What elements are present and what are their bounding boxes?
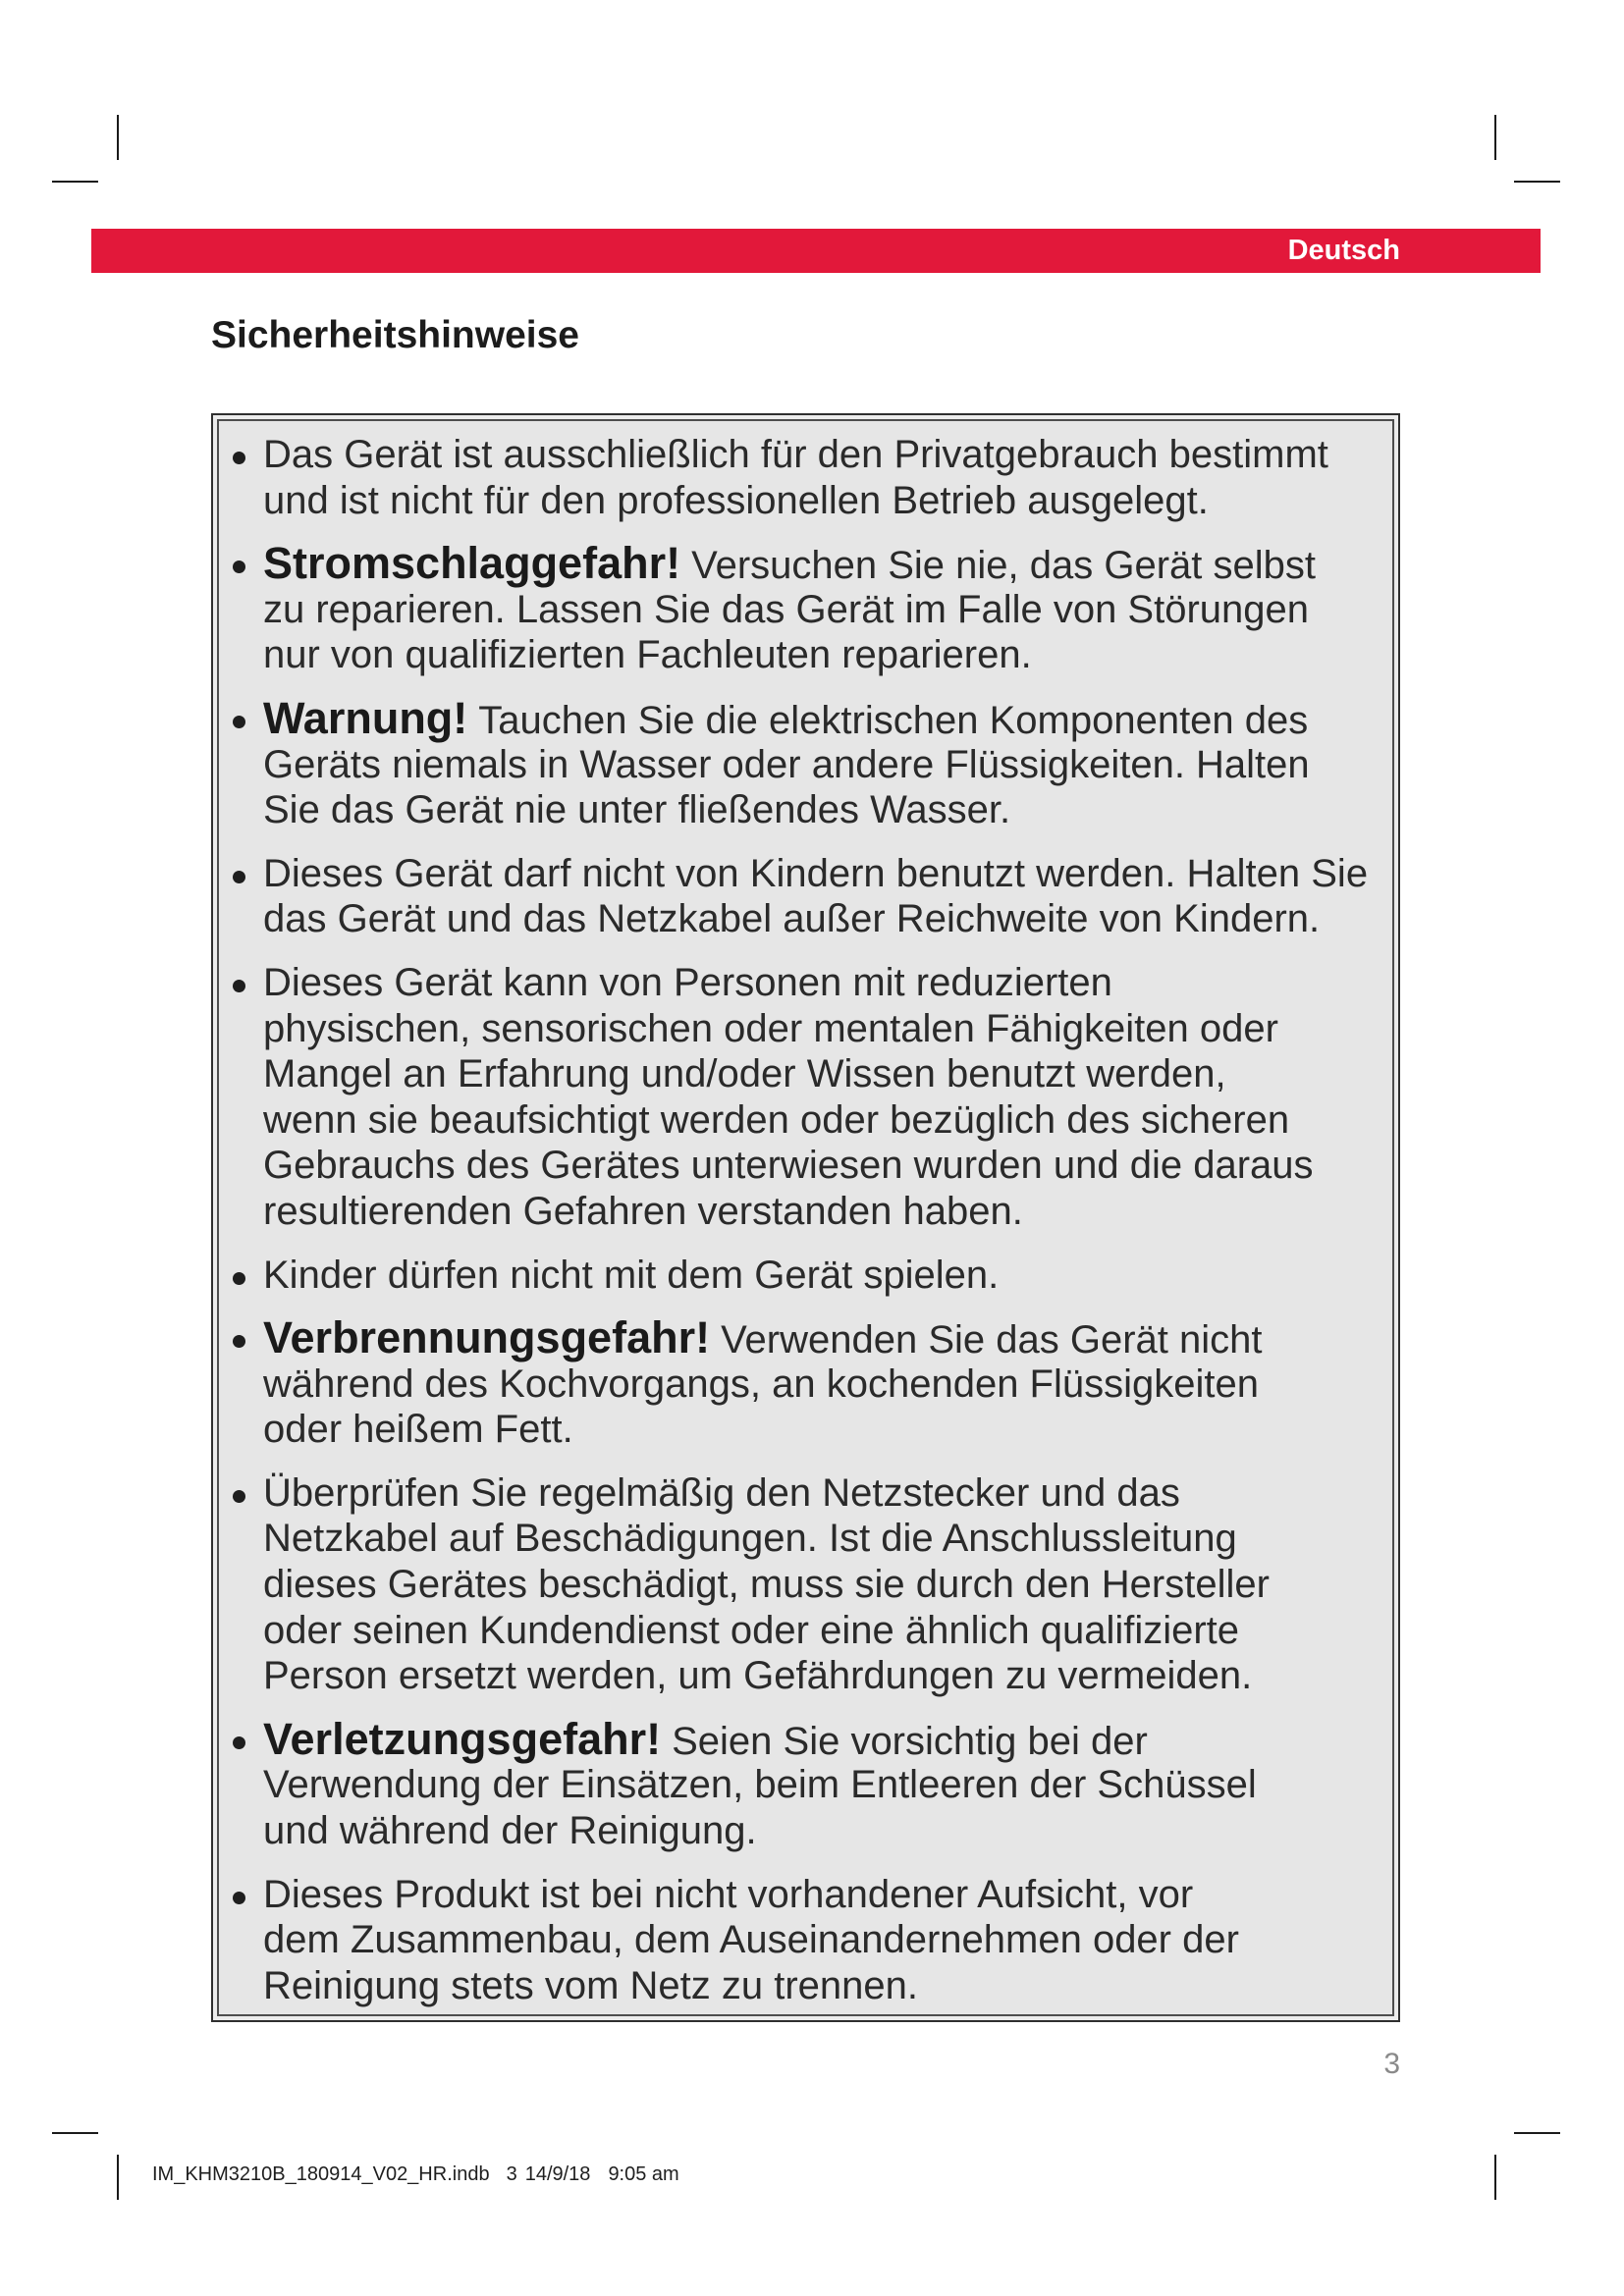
notice-line: Dieses Gerät darf nicht von Kindern benutzt werden. Halten Sie [263,851,1369,895]
notice-line: dem Zusammenbau, dem Auseinandernehmen oder der [263,1918,1239,1962]
notice-line: Dieses Gerät kann von Personen mit reduzierten [263,960,1112,1004]
bullet-icon [233,871,245,883]
safety-notice-item [219,1253,1392,1299]
notice-line [263,1312,1392,1363]
crop-mark-top-right-vertical [1494,115,1496,160]
notice-line [263,692,1392,743]
notice-line: Verwendung der Einsätzen, beim Entleeren der Schüssel [263,1763,1257,1807]
warning-label: Verbrennungsgefahr! [263,1312,711,1363]
warning-label: Warnung! [263,692,468,743]
safety-notice-item [219,692,1392,833]
language-bar [91,229,1541,273]
notice-line: Das Gerät ist ausschließlich für den Privatgebrauch bestimmt [263,433,1328,476]
safety-notice-item [219,960,1392,1235]
notice-line [263,1713,1392,1764]
crop-mark-bottom-right-horizontal [1514,2132,1560,2134]
notice-line: Person ersetzt werden, um Gefährdungen zu vermeiden. [263,1654,1253,1698]
crop-mark-top-left-horizontal [52,181,98,183]
notice-line [263,538,1392,589]
bullet-icon [233,561,245,573]
safety-notice-item [219,432,1392,523]
notice-line: während des Kochvorgangs, an kochenden Flüssigkeiten [263,1362,1259,1406]
notice-line: Dieses Produkt ist bei nicht vorhandener Aufsicht, vor [263,1872,1194,1916]
safety-notice-item [219,851,1392,942]
notice-line: nur von qualifizierten Fachleuten reparieren. [263,633,1032,677]
safety-notice-box [211,413,1400,2022]
bullet-icon [233,980,245,992]
crop-mark-bottom-right-vertical [1494,2155,1496,2200]
page-number: 3 [1383,2048,1400,2080]
notice-line: Sie das Gerät nie unter fließendes Wasser. [263,788,1011,832]
warning-label: Stromschlaggefahr! [263,538,681,589]
notice-text: Tauchen Sie die elektrischen Komponenten des [478,698,1309,742]
page-title: Sicherheitshinweise [211,314,579,356]
notice-line: Reinigung stets vom Netz zu trennen. [263,1963,919,2007]
notice-line: Gebrauchs des Gerätes unterwiesen wurden und die daraus [263,1144,1314,1188]
safety-notice-item [219,1312,1392,1453]
slug-date: 14/9/18 [524,2163,591,2185]
crop-mark-top-left-vertical [117,115,119,160]
notice-line: dieses Gerätes beschädigt, muss sie durch den Hersteller [263,1563,1270,1607]
notice-line: Netzkabel auf Beschädigungen. Ist die Anschlussleitung [263,1517,1237,1561]
notice-line: Mangel an Erfahrung und/oder Wissen benutzt werden, [263,1052,1226,1096]
bullet-icon [233,452,245,464]
warning-label: Verletzungsgefahr! [263,1713,662,1764]
notice-line: Kinder dürfen nicht mit dem Gerät spielen. [263,1253,1000,1297]
notice-line: physischen, sensorischen oder mentalen Fähigkeiten oder [263,1006,1278,1050]
slug-time: 9:05 am [608,2163,679,2185]
bullet-icon [233,1892,245,1904]
crop-mark-bottom-left-vertical [117,2155,119,2200]
safety-notice-item [219,1713,1392,1854]
safety-notice-item [219,1872,1392,2009]
crop-mark-bottom-left-horizontal [52,2132,98,2134]
notice-line: resultierenden Gefahren verstanden haben. [263,1189,1023,1233]
safety-notice-list [217,419,1394,2016]
crop-mark-top-right-horizontal [1514,181,1560,183]
notice-line: Überprüfen Sie regelmäßig den Netzstecker und das [263,1470,1180,1515]
notice-line: oder heißem Fett. [263,1408,573,1452]
safety-notice-item [219,538,1392,678]
slug-page-number: 3 [506,2163,517,2185]
bullet-icon [233,1736,245,1749]
bullet-icon [233,716,245,728]
print-slug [152,2163,679,2186]
language-label: Deutsch [1287,235,1400,266]
notice-line: das Gerät und das Netzkabel außer Reichweite von Kindern. [263,897,1321,941]
notice-text: Seien Sie vorsichtig bei der [672,1719,1148,1763]
notice-text: Versuchen Sie nie, das Gerät selbst [691,544,1317,588]
notice-text: Verwenden Sie das Gerät nicht [721,1318,1263,1362]
safety-notice-item [219,1470,1392,1699]
bullet-icon [233,1335,245,1348]
slug-file-name: IM_KHM3210B_180914_V02_HR.indb [152,2163,490,2185]
notice-line: oder seinen Kundendienst oder eine ähnlich qualifizierte [263,1608,1240,1652]
notice-line: Geräts niemals in Wasser oder andere Flüssigkeiten. Halten [263,742,1310,786]
notice-line: wenn sie beaufsichtigt werden oder bezüglich des sicheren [263,1097,1290,1142]
bullet-icon [233,1490,245,1503]
notice-line: und während der Reinigung. [263,1809,757,1853]
notice-line: zu reparieren. Lassen Sie das Gerät im Falle von Störungen [263,587,1310,631]
notice-line: und ist nicht für den professionellen Betrieb ausgelegt. [263,478,1209,522]
bullet-icon [233,1272,245,1285]
